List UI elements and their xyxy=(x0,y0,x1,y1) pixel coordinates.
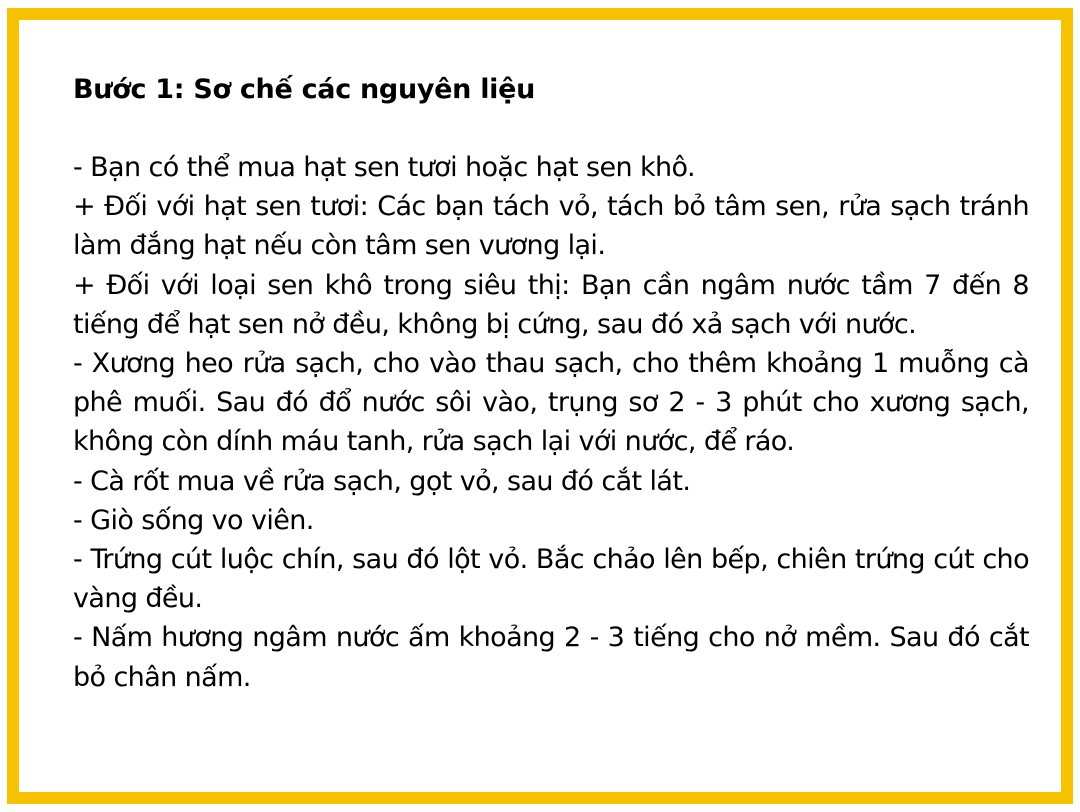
paragraph-buy-lotus-seeds: - Bạn có thể mua hạt sen tươi hoặc hạt sen khô. xyxy=(73,152,695,183)
paragraph-shiitake: - Nấm hương ngâm nước ấm khoảng 2 - 3 tiếng cho nở mềm. Sau đó cắt bỏ chân nấm. xyxy=(73,622,1029,693)
step-body xyxy=(73,148,1029,697)
paragraph-pork-bones: - Xương heo rửa sạch, cho vào thau sạch, cho thêm khoảng 1 muỗng cà phê muối. Sau đó đổ nước sôi vào, trụng sơ 2 - 3 phút cho xương sạch, không còn dính máu tanh, rửa sạch lại với nước, để ráo. xyxy=(73,348,1029,458)
paragraph-dried-lotus-seeds: + Đối với loại sen khô trong siêu thị: Bạn cần ngâm nước tầm 7 đến 8 tiếng để hạt sen nở đều, không bị cứng, sau đó xả sạch với nước. xyxy=(73,269,1029,340)
paragraph-meatballs: - Giò sống vo viên. xyxy=(73,504,314,536)
step-title: Bước 1: Sơ chế các nguyên liệu xyxy=(73,74,536,105)
paragraph-quail-eggs: - Trứng cút luộc chín, sau đó lột vỏ. Bắc chảo lên bếp, chiên trứng cút cho vàng đều. xyxy=(73,544,1029,615)
document-content xyxy=(73,72,1029,697)
paragraph-carrots: - Cà rốt mua về rửa sạch, gọt vỏ, sau đó cắt lát. xyxy=(73,465,691,497)
paragraph-fresh-lotus-seeds: + Đối với hạt sen tươi: Các bạn tách vỏ, tách bỏ tâm sen, rửa sạch tránh làm đắng hạt nếu còn tâm sen vương lại. xyxy=(73,191,1029,262)
document-frame xyxy=(7,8,1073,804)
